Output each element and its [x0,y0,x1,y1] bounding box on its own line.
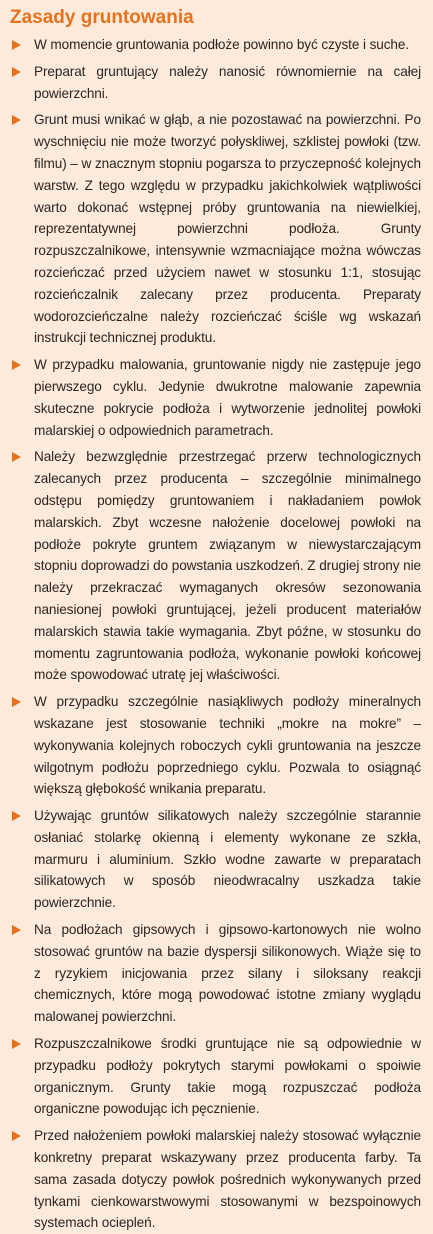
list-item-text: W przypadku szczególnie nasiąkliwych podłoży mineralnych wskazane jest stosowanie techniki „mokre na mokre” – wykonywania kolejnych roboczych cykli gruntowania na jeszcze wilgotnym podłożu poprzedniego cyklu. Pozwala to osiągnąć większą głębokość wnikania preparatu. [34,694,421,797]
list-item [10,109,421,349]
triangle-right-icon [12,811,21,821]
triangle-right-icon [12,1039,21,1049]
triangle-right-icon [12,697,21,707]
list-item [10,61,421,105]
list-item-text: Przed nałożeniem powłoki malarskiej należy stosować wyłącznie konkretny preparat wskazywany przez producenta farby. Ta sama zasada dotyczy powłok pośrednich wykonywanych przed tynkami cienkowarstwowymi stosowanymi w bezspoinowych systemach ociepleń. [34,1128,421,1231]
box-title: Zasady gruntowania [10,7,194,28]
list-item [10,1033,421,1120]
list-item-text: Preparat gruntujący należy nanosić równomiernie na całej powierzchni. [34,63,421,101]
list-item-text: Na podłożach gipsowych i gipsowo-kartonowych nie wolno stosować gruntów na bazie dyspersji silikonowych. Wiąże się to z ryzykiem inicjowania przez silany i siloksany reakcji chemicznych, które mogą powodować istotne zmiany wyglądu malowanej powierzchni. [34,922,421,1025]
triangle-right-icon [12,360,21,370]
list-item [10,34,421,56]
list-item [10,1125,421,1234]
list-item-text: Grunt musi wnikać w głąb, a nie pozostawać na powierzchni. Po wyschnięciu nie może tworzyć połyskliwej, szklistej powłoki (tzw. filmu) – w znacznym stopniu pogarsza to przyczepność kolejnych warstw. Z tego względu w przypadku jakichkolwiek wątpliwości warto dokonać wstępnej próby gruntowania na niewielkiej, reprezentatywnej powierzchni podłoża. Grunty rozpuszczalnikowe, intensywnie wzmacniające można wówczas rozcieńczać przed użyciem nawet w stosunku 1:1, stosując rozcieńczalnik zalecany przez producenta. Preparaty wodorozcieńczalne należy rozcieńczać ściśle wg wskazań instrukcji technicznej produktu. [34,112,421,346]
triangle-right-icon [12,40,21,50]
list-item-text: W przypadku malowania, gruntowanie nigdy nie zastępuje jego pierwszego cyklu. Jedynie dwukrotne malowanie zapewnia skuteczne pokrycie podłoża i wytworzenie jednolitej powłoki malarskiej o odpowiednich parametrach. [34,357,421,438]
list-item [10,691,421,800]
triangle-right-icon [12,452,21,462]
list-item [10,354,421,441]
triangle-right-icon [12,1131,21,1141]
rules-list [10,34,421,1234]
list-item [10,805,421,914]
list-item-text: Należy bezwzględnie przestrzegać przerw technologicznych zalecanych przez producenta – szczególnie minimalnego odstępu pomiędzy gruntowaniem i nakładaniem powłok malarskich. Zbyt wczesne nałożenie docelowej powłoki na podłoże pokryte gruntem związanym w niewystarczającym stopniu doprowadzi do powstania uszkodzeń. Z drugiej strony nie należy przekraczać wymaganych okresów sezonowania naniesionej powłoki gruntującej, jeżeli producent materiałów malarskich stawia takie wymagania. Zbyt późne, w stosunku do momentu zagruntowania podłoża, wykonanie powłoki końcowej może spowodować utratę jej właściwości. [34,449,421,683]
list-item-text: Rozpuszczalnikowe środki gruntujące nie są odpowiednie w przypadku podłoży pokrytych starymi powłokami o spoiwie organicznym. Grunty takie mogą rozpuszczać podłoża organiczne powodując ich pęcznienie. [34,1036,421,1117]
list-item-text: W momencie gruntowania podłoże powinno być czyste i suche. [34,37,410,52]
list-item-text: Używając gruntów silikatowych należy szczególnie starannie osłaniać stolarkę okienną i elementy wykonane ze szkła, marmuru i aluminium. Szkło wodne zawarte w preparatach silikatowych w sposób nieodwracalny uszkadza takie powierzchnie. [34,808,421,911]
triangle-right-icon [12,925,21,935]
list-item [10,919,421,1028]
triangle-right-icon [12,67,21,77]
list-item [10,446,421,686]
triangle-right-icon [12,115,21,125]
